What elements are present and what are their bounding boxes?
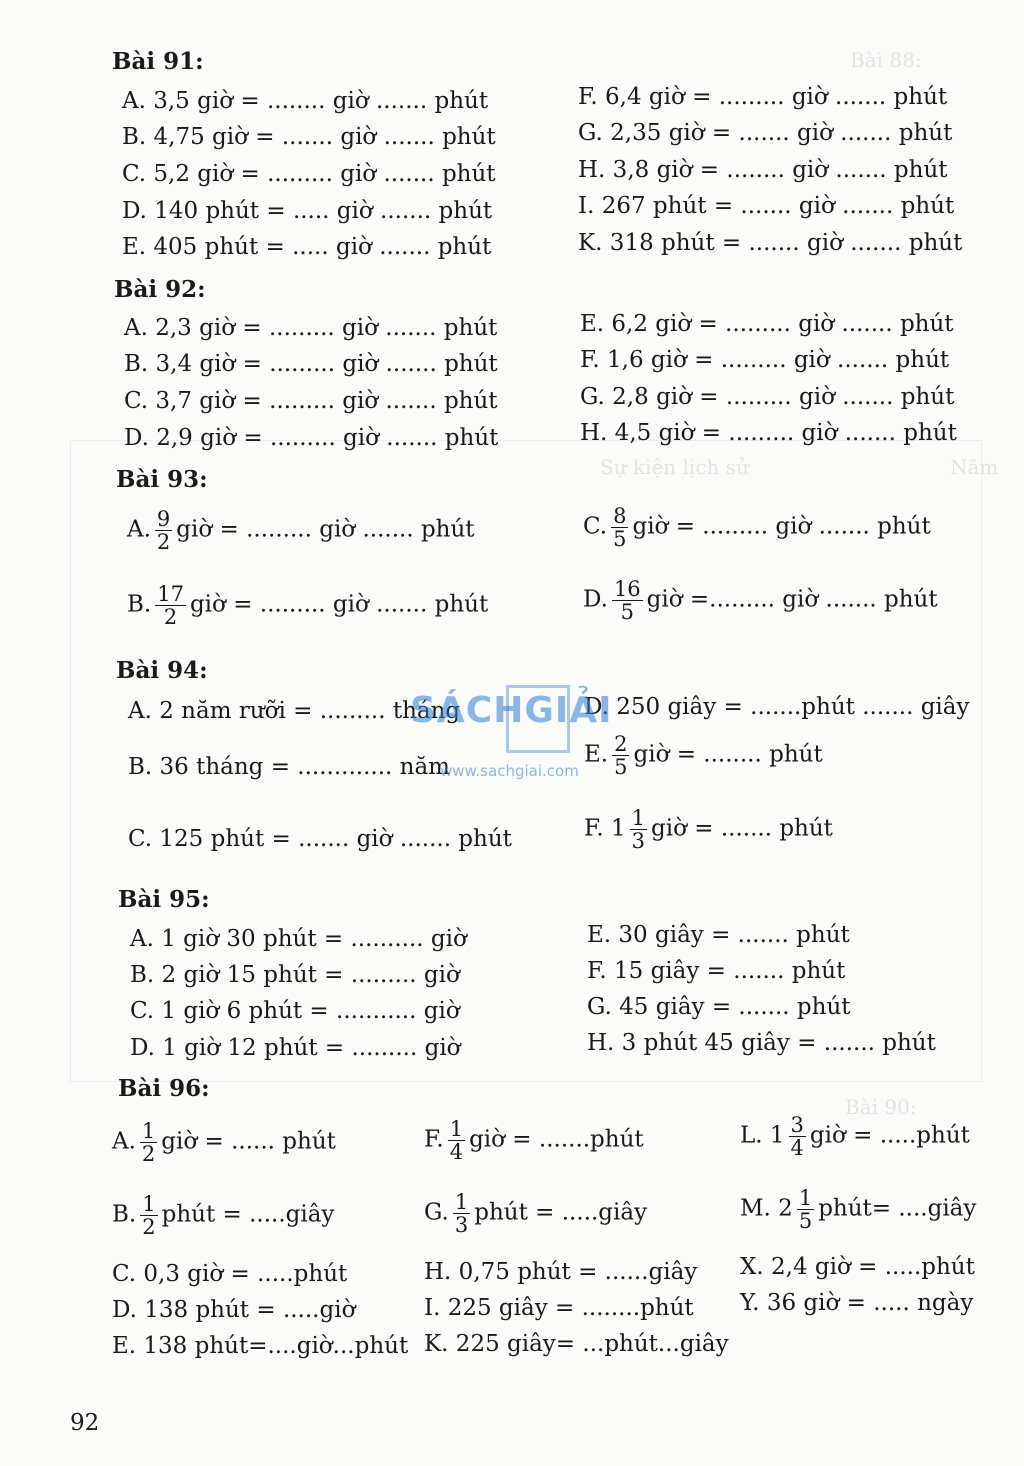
item-text: giờ = ....... phút [651,815,833,842]
fraction [612,733,629,778]
fraction-item [583,578,938,623]
watermark-url: www.sachgiai.com [440,762,579,780]
item-label: F. 1 [584,815,626,842]
fraction-item [584,733,823,778]
denominator: 2 [155,605,186,628]
exercise-item: F. 1,6 giờ = ......... giờ ....... phút [580,347,950,373]
exercise-item: E. 405 phút = ..... giờ ....... phút [122,234,492,260]
fraction-item [583,505,931,550]
exercise-item: F. 6,4 giờ = ......... giờ ....... phút [578,84,948,110]
denominator: 4 [449,1140,464,1165]
exercise-item: D. 1 giờ 12 phút = ......... giờ [130,1035,461,1061]
fraction [797,1187,814,1232]
exercise-item: D. 138 phút = .....giờ [112,1297,356,1323]
numerator: 8 [613,504,627,528]
item-label: C. [583,513,608,540]
exercise-item: G. 2,35 giờ = ....... giờ ....... phút [578,120,953,146]
heading-bai-96: Bài 96: [118,1075,210,1102]
exercise-item: A. 2 năm rưỡi = ......... tháng [128,698,461,724]
exercise-item: B. 2 giờ 15 phút = ......... giờ [130,962,460,988]
item-text: giờ = ........ phút [633,741,823,768]
exercise-item: A. 2,3 giờ = ......... giờ ....... phút [124,315,498,341]
item-text: giờ = .......phút [469,1126,644,1153]
exercise-item: F. 15 giây = ....... phút [587,958,846,984]
exercise-item: D. 250 giây = .......phút ....... giây [584,694,970,720]
heading-bai-92: Bài 92: [114,276,206,303]
exercise-item: G. 45 giây = ....... phút [587,994,851,1020]
denominator: 5 [798,1209,813,1234]
exercise-item: G. 2,8 giờ = ......... giờ ....... phút [580,384,955,410]
numerator: 2 [614,732,628,756]
item-text: giờ = ......... giờ ....... phút [176,516,475,543]
numerator: 1 [798,1186,813,1210]
fraction-item [584,807,833,852]
heading-bai-91: Bài 91: [112,48,204,75]
exercise-item: C. 125 phút = ....... giờ ....... phút [128,826,512,852]
fraction-item [740,1187,976,1232]
fraction-item [424,1191,647,1236]
denominator: 4 [790,1136,804,1161]
exercise-item: H. 4,5 giờ = ......... giờ ....... phút [580,420,957,446]
exercise-item: I. 267 phút = ....... giờ ....... phút [578,193,955,219]
exercise-item: K. 225 giây= ...phút...giây [424,1331,729,1357]
exercise-item: C. 1 giờ 6 phút = ........... giờ [130,998,460,1024]
numerator: 1 [631,806,646,830]
item-label: B. [112,1201,137,1228]
denominator: 5 [613,527,627,552]
fraction [789,1114,806,1159]
numerator: 1 [449,1117,464,1141]
exercise-item: C. 3,7 giờ = ......... giờ ....... phút [124,388,498,414]
item-text: giờ = ......... giờ ....... phút [632,513,931,540]
item-text: giờ = ......... giờ ....... phút [189,591,489,618]
fraction [630,807,647,852]
denominator: 2 [156,530,171,555]
fraction [155,508,172,553]
fraction-item [112,1120,336,1165]
item-text: phút = .....giây [474,1199,648,1226]
numerator: 1 [454,1190,469,1214]
exercise-item: H. 3,8 giờ = ........ giờ ....... phút [578,157,948,183]
fraction-item [424,1118,644,1163]
exercise-item: E. 30 giây = ....... phút [587,922,850,948]
numerator: 1 [142,1192,156,1216]
denominator: 3 [454,1213,469,1238]
exercise-item: H. 0,75 phút = ......giây [424,1259,698,1285]
denominator: 2 [142,1215,156,1240]
exercise-item: B. 4,75 giờ = ....... giờ ....... phút [122,124,496,150]
exercise-item: A. 3,5 giờ = ........ giờ ....... phút [122,88,489,114]
numerator: 1 [141,1119,156,1143]
item-label: A. [127,516,151,543]
fraction [612,578,643,623]
watermark-box [506,685,570,753]
item-label: L. 1 [740,1122,785,1149]
fraction [448,1118,465,1163]
denominator: 5 [614,755,628,780]
exercise-item: D. 140 phút = ..... giờ ....... phút [122,198,493,224]
fraction-item [127,508,475,553]
heading-bai-94: Bài 94: [116,657,208,684]
item-label: F. [424,1126,444,1153]
numerator: 3 [790,1113,804,1137]
watermark-logo: SÁCHGIẢI [410,690,613,731]
exercise-item: D. 2,9 giờ = ......... giờ ....... phút [124,425,499,451]
item-text: phút = .....giây [161,1201,335,1228]
fraction [453,1191,470,1236]
numerator: 9 [156,507,171,531]
item-text: giờ =......... giờ ....... phút [646,586,938,613]
page-number: 92 [70,1410,100,1436]
fraction [611,505,628,550]
numerator: 16 [613,577,641,601]
item-text: phút= ....giây [818,1195,977,1222]
item-text: giờ = .....phút [809,1122,970,1149]
exercise-item: X. 2,4 giờ = .....phút [740,1254,975,1280]
exercise-item: E. 138 phút=....giờ...phút [112,1333,409,1359]
fraction [155,583,186,628]
exercise-item: E. 6,2 giờ = ......... giờ ....... phút [580,311,954,337]
fraction-item [112,1193,334,1238]
heading-bai-93: Bài 93: [116,466,208,493]
item-label: G. [424,1199,449,1226]
exercise-item: C. 5,2 giờ = ......... giờ ....... phút [122,161,496,187]
exercise-item: Y. 36 giờ = ..... ngày [740,1290,974,1316]
denominator: 3 [631,829,646,854]
exercise-item: H. 3 phút 45 giây = ....... phút [587,1030,936,1056]
item-label: M. 2 [740,1195,793,1222]
denominator: 5 [612,600,643,623]
exercise-item: K. 318 phút = ....... giờ ....... phút [578,230,963,256]
fraction [140,1193,157,1238]
numerator: 17 [157,582,184,606]
heading-bai-95: Bài 95: [118,886,210,913]
item-label: E. [584,741,609,768]
exercise-item: C. 0,3 giờ = .....phút [112,1261,348,1287]
exercise-item: I. 225 giây = ........phút [424,1295,694,1321]
fraction-item [127,583,488,628]
item-label: A. [112,1128,136,1155]
fraction-item [740,1114,970,1159]
exercise-item: A. 1 giờ 30 phút = .......... giờ [130,926,467,952]
item-label: D. [583,586,608,613]
exercise-item: B. 3,4 giờ = ......... giờ ....... phút [124,351,498,377]
exercise-item: B. 36 tháng = ............. năm [128,754,450,780]
fraction [140,1120,157,1165]
item-text: giờ = ...... phút [161,1128,336,1155]
denominator: 2 [141,1142,156,1167]
item-label: B. [127,591,152,618]
